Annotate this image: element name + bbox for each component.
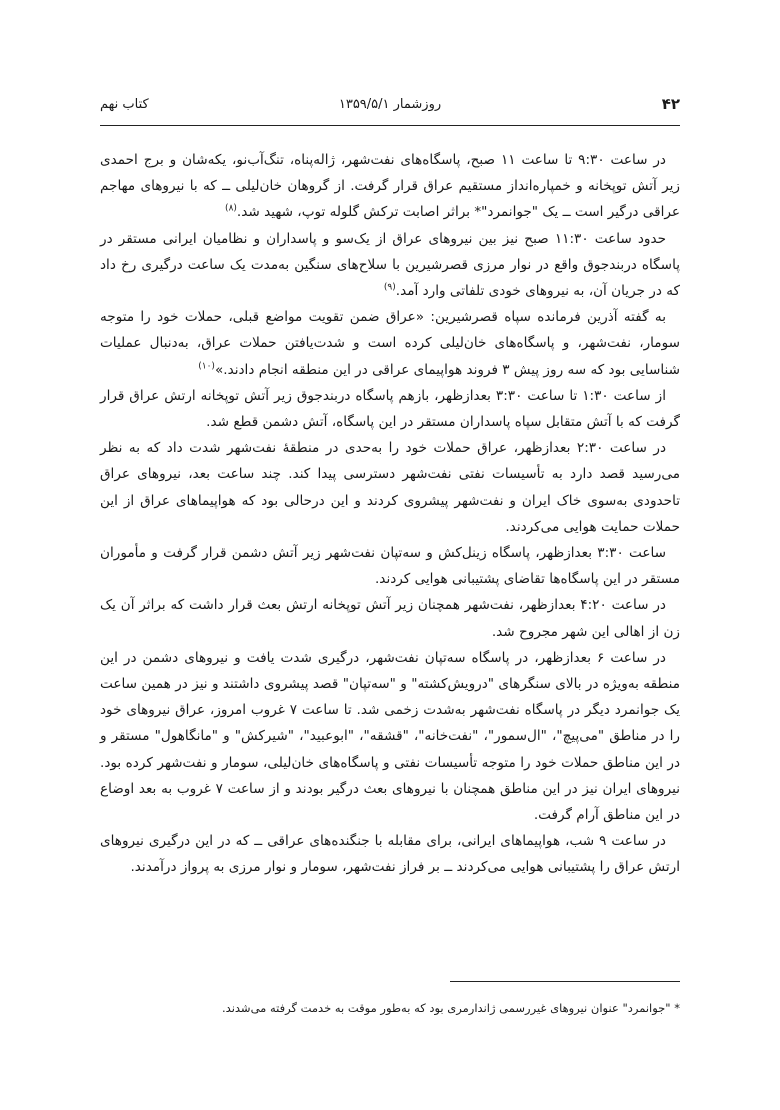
book-title: کتاب نهم (100, 97, 149, 112)
page-number: ۴۲ (661, 95, 680, 113)
paragraph: از ساعت ۱:۳۰ تا ساعت ۳:۳۰ بعدازظهر، بازهم پاسگاه دربندجوق زیر آتش توپخانه ارتش عراق قرار گرفت که با آتش متقابل سپاه پاسداران مستقر در این پاسگاه، آتش دشمن قطع شد. (100, 387, 680, 431)
paragraph (100, 226, 680, 305)
endnote-marker: (۹) (383, 282, 396, 293)
footnote-rule (450, 981, 680, 982)
endnote-marker: (۱۰) (198, 361, 215, 372)
endnote-marker: (۸) (225, 203, 237, 214)
footnote: * "جوانمرد" عنوان نیروهای غیررسمی ژاندارمری بود که به‌طور موقت به خدمت گرفته می‌شدند. (222, 1001, 680, 1015)
paragraph: در ساعت ۶ بعدازظهر، در پاسگاه سه‌تپان نفت‌شهر، درگیری شدت یافت و نیروهای دشمن در این منطقه به‌ویژه در بالای سنگرهای "درویش‌کشته" و "سه‌تپان" قصد پیشروی داشتند و نیز در همین ساعت یک جوانمرد دیگر در پاسگاه نفت‌شهر به‌شدت زخمی شد. تا ساعت ۷ غروب امروز، عراق نیروهای خود را در مناطق "می‌پیچ"، "ال‌سمور"، "نفت‌خانه"، "قشقه"، "ابوعبید"، "شیرکش" و "مانگاهول" مستقر و در این مناطق حملات خود را متوجه تأسیسات نفتی و پاسگاه‌های خان‌لیلی، سومار و نفت‌شهر کرده بود. نیروهای ایران نیز در این مناطق همچنان با نیروهای بعث درگیر بودند و از ساعت ۷ غروب به بعد اوضاع در این مناطق آرام گرفت. (100, 649, 680, 824)
chronology-date: روزشمار ۱۳۵۹/۵/۱ (338, 97, 442, 112)
paragraph: در ساعت ۴:۲۰ بعدازظهر، نفت‌شهر همچنان زیر آتش توپخانه ارتش بعث قرار داشت که براثر آن یک زن از اهالی این شهر مجروح شد. (100, 597, 680, 640)
running-header (100, 95, 680, 119)
paragraph: ساعت ۳:۳۰ بعدازظهر، پاسگاه زینل‌کش و سه‌تپان نفت‌شهر زیر آتش دشمن قرار گرفت و مأموران مستقر در این پاسگاه‌ها تقاضای پشتیبانی هوایی کردند. (100, 545, 680, 588)
body-text (100, 147, 680, 881)
paragraph-text: حدود ساعت ۱۱:۳۰ صبح نیز بین نیروهای عراق از یک‌سو و پاسداران و نظامیان ایرانی مستقر در پاسگاه دربندجوق واقع در نوار مرزی قصرشیرین با سلاح‌های سنگین به‌مدت یک ساعت درگیری رخ داد که در جریان آن، به نیروهای خودی تلفاتی وارد آمد. (100, 230, 680, 300)
paragraph: در ساعت ۲:۳۰ بعدازظهر، عراق حملات خود را به‌حدی در منطقهٔ نفت‌شهر شدت داد که به نظر می‌رسید قصد دارد به تأسیسات نفتی نفت‌شهر دسترسی پیدا کند. چند ساعت بعد، نیروهای عراق تاحدودی به‌سوی خاک ایران و نفت‌شهر پیشروی کردند و این درحالی بود که هواپیماهای عراق از این حملات حمایت هوایی می‌کردند. (100, 440, 680, 535)
paragraph: در ساعت ۹ شب، هواپیماهای ایرانی، برای مقابله با جنگنده‌های عراقی ــ که در این درگیری نیروهای ارتش عراق را پشتیبانی هوایی می‌کردند ــ بر فراز نفت‌شهر، سومار و نوار مرزی به پرواز درآمدند. (100, 833, 680, 876)
header-rule (100, 125, 680, 126)
paragraph-text: در ساعت ۹:۳۰ تا ساعت ۱۱ صبح، پاسگاه‌های نفت‌شهر، ژاله‌پناه، تنگ‌آب‌نو، یکه‌شان و برج احمدی زیر آتش توپخانه و خمپاره‌انداز مستقیم عراق قرار گرفت. از گروهان خان‌لیلی ــ که با نیروهای مهاجم عراقی درگیر است ــ یک "جوانمرد"* براثر اصابت ترکش گلوله توپ، شهید شد. (100, 152, 680, 221)
paragraph (100, 147, 680, 226)
paragraph-text: به گفته آذرین فرمانده سپاه قصرشیرین: «عراق ضمن تقویت مواضع قبلی، حملات خود را متوجه سومار، نفت‌شهر، و پاسگاه‌های خان‌لیلی کرده است و شدت‌یافتن حملات عراق، به‌دنبال عملیات شناسایی بود که سه روز پیش ۳ فروند هواپیمای عراقی در این منطقه انجام دادند.» (100, 309, 680, 378)
paragraph (100, 304, 680, 383)
